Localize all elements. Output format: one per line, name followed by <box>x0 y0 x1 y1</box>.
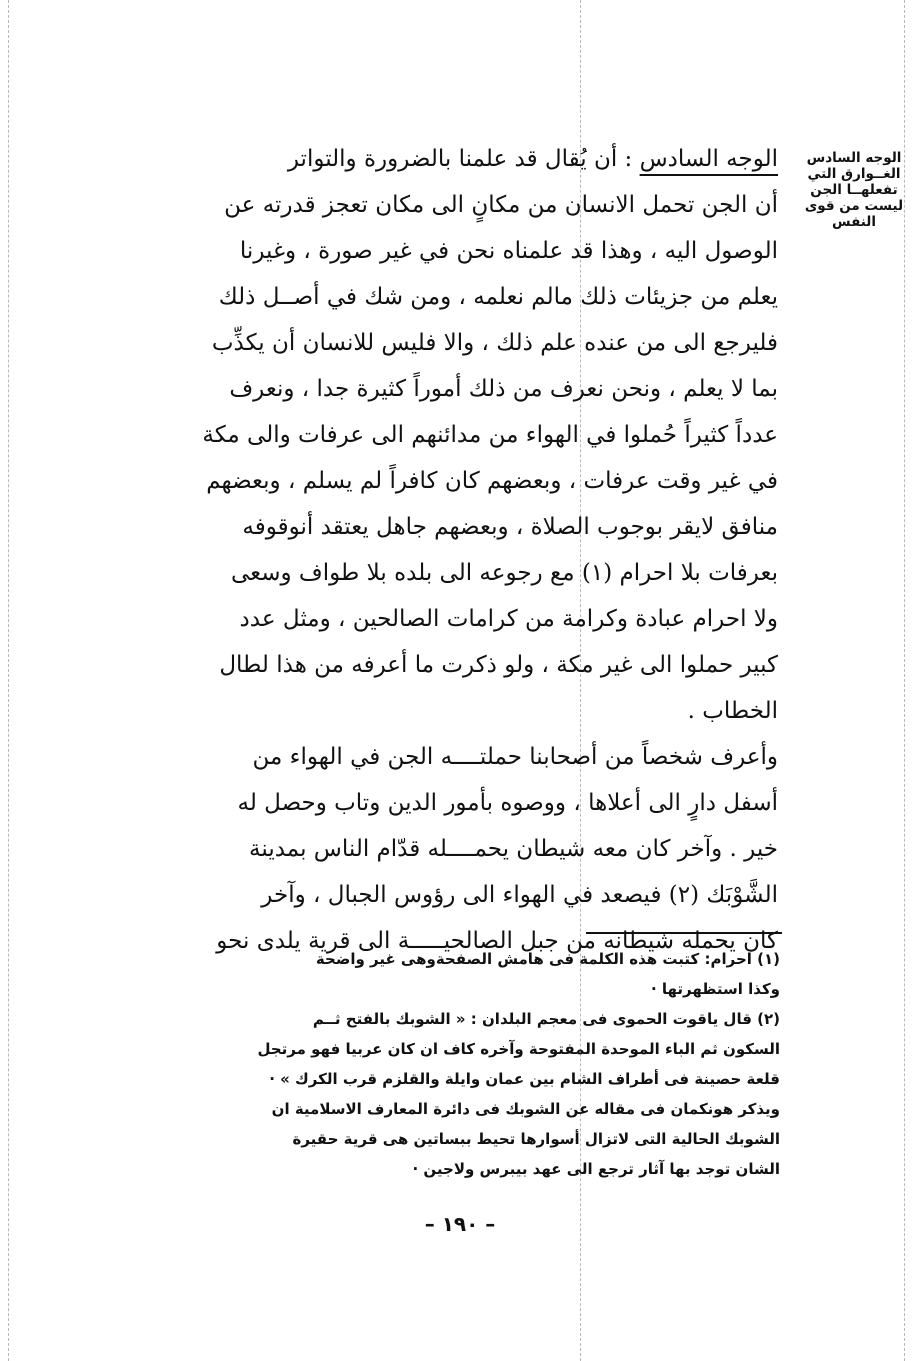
body-line: كان يحمله شيطانه من جبل الصالحيـــــة الى قرية يلدى نحو <box>216 928 778 954</box>
scan-edge-line <box>8 0 9 1361</box>
footnote-line: قلعة حصينة فى أطراف الشام بين عمان وايلة والقلزم قرب الكرك » · <box>269 1070 780 1088</box>
body-line: وأعرف شخصاً من أصحابنا حملتــــه الجن في الهواء من <box>252 744 778 770</box>
footnotes <box>126 944 780 1184</box>
margin-note-line: النفس <box>831 214 876 230</box>
body-line <box>126 136 778 182</box>
body-line: منافق لايقر بوجوب الصلاة ، وبعضهم جاهل يعتقد أنوقوفه <box>242 514 778 540</box>
margin-note-line: ليست من قوى <box>804 198 904 214</box>
footnote-line: (١) احرام: كتبت هذه الكلمة فى هامش الصفحةوهى غير واضحة <box>315 950 780 968</box>
body-line-text: : أن يُقال قد علمنا بالضرورة والتواتر <box>287 146 640 172</box>
body-line: بما لا يعلم ، ونحن نعرف من ذلك أموراً كثيرة جدا ، ونعرف <box>229 376 778 402</box>
footnote-line: (٢) قال ياقوت الحموى فى معجم البلدان : « الشوبك بالفتح ثــم <box>312 1010 780 1028</box>
body-line: الشَّوْبَك (٢) فيصعد في الهواء الى رؤوس الجبال ، وآخر <box>261 882 778 908</box>
margin-note <box>798 150 910 230</box>
body-line: في غير وقت عرفات ، وبعضهم كان كافراً لم يسلم ، وبعضهم <box>206 468 778 494</box>
body-line: ولا احرام عبادة وكرامة من كرامات الصالحين ، ومثل عدد <box>239 606 778 632</box>
footnote-line: السكون ثم الباء الموحدة المفتوحة وآخره كاف ان كان عربيا فهو مرتجل <box>257 1040 780 1058</box>
section-heading: الوجه السادس <box>639 146 778 172</box>
body-line: أسفل دارٍ الى أعلاها ، ووصوه بأمور الدين وتاب وحصل له <box>237 790 778 816</box>
margin-note-line: الغــوارق التي <box>807 166 901 182</box>
body-line: خير . وآخر كان معه شيطان يحمــــله قدّام الناس بمدينة <box>249 836 778 862</box>
footnote-line: ويذكر هونكمان فى مقاله عن الشوبك فى دائرة المعارف الاسلامية ان <box>271 1100 780 1118</box>
body-line: بعرفات بلا احرام (١) مع رجوعه الى بلده بلا طواف وسعى <box>230 560 778 586</box>
body-line: أن الجن تحمل الانسان من مكانٍ الى مكان تعجز قدرته عن <box>224 192 778 218</box>
body-text <box>126 136 778 964</box>
body-line: كبير حملوا الى غير مكة ، ولو ذكرت ما أعرفه من هذا لطال <box>219 652 778 678</box>
body-line: يعلم من جزيئات ذلك مالم نعلمه ، ومن شك في أصــل ذلك <box>218 284 778 310</box>
footnote-line: الشوبك الحالية التى لاتزال أسوارها تحيط ببساتين هى قرية حقيرة <box>292 1130 780 1148</box>
footnote-line: الشان توجد بها آثار ترجع الى عهد بيبرس ولاجين · <box>412 1160 780 1178</box>
footnote-rule <box>586 932 782 934</box>
body-line: الوصول اليه ، وهذا قد علمناه نحن في غير صورة ، وغيرنا <box>239 238 778 264</box>
body-line: الخطاب . <box>687 698 778 724</box>
margin-note-line: الوجه السادس <box>806 150 902 166</box>
body-line: فليرجع الى من عنده علم ذلك ، والا فليس للانسان أن يكذِّب <box>211 330 778 356</box>
body-line: عدداً كثيراً حُملوا في الهواء من مدائنهم الى عرفات والى مكة <box>202 422 778 448</box>
page-number: – ١٩٠ – <box>424 1212 496 1236</box>
footnote-line: وكذا استظهرتها · <box>650 980 780 998</box>
margin-note-line: تفعلهــا الجن <box>810 182 898 198</box>
